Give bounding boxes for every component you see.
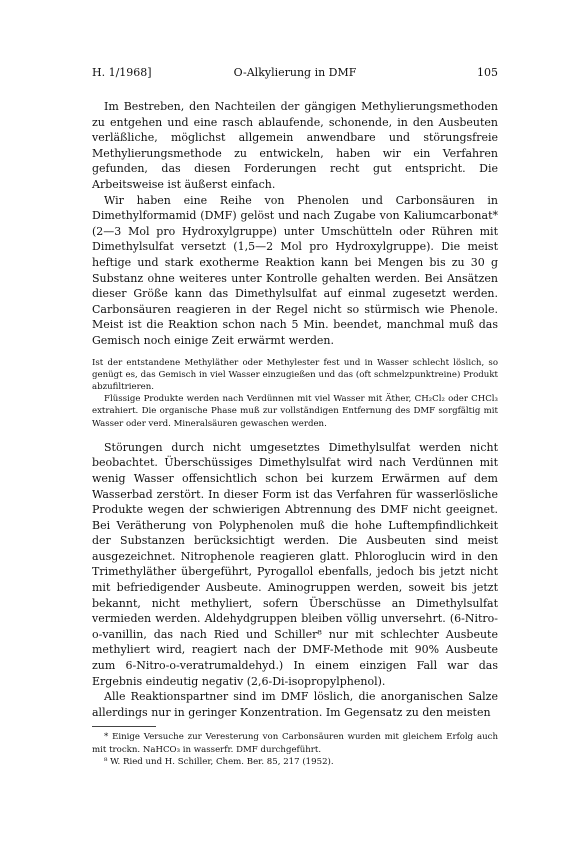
header-issue: H. 1/1968] (92, 66, 152, 79)
footnote-rule (92, 726, 156, 727)
running-header (92, 66, 498, 79)
paragraph-results: Störungen durch nicht umgesetztes Dimethylsulfat werden nicht beobachtet. Überschüssiges Dimethylsulfat wird nach Verdünnen mit wenig Wasser offensichtlich schon bei kurzem Erwärmen auf dem Wasserbad zerstört. In dieser Form ist das Verfahren für wasserlösliche Produkte wegen der schwierigen Abtrennung des DMF nicht geeignet. Bei Verätherung von Polyphenolen muß die hohe Luftempfindlichkeit der Substanzen berücksichtigt werden. Die Ausbeuten sind meist ausgezeichnet. Nitrophenole reagieren glatt. Phloroglucin wird in den Trimethyläther übergeführt, Pyrogallol ebenfalls, jedoch bis jetzt nicht mit befriedigender Ausbeute. Aminogruppen werden, soweit bis jetzt bekannt, nicht methyliert, sofern Überschüsse an Dimethylsulfat vermieden werden. Aldehydgruppen bleiben völlig unversehrt. (6-Nitro-o-vanillin, das nach Ried und Schiller⁸ nur mit schlechter Ausbeute methyliert wird, reagiert nach der DMF-Methode mit 90% Ausbeute zum 6-Nitro-o-veratrumaldehyd.) In einem einzigen Fall war das Ergebnis eindeutig negativ (2,6-Di-isopropylphenol). (92, 440, 498, 688)
page (92, 66, 498, 768)
page-number: 105 (477, 66, 498, 79)
header-title: O-Alkylierung in DMF (233, 66, 357, 79)
paragraph-method: Wir haben eine Reihe von Phenolen und Carbonsäuren in Dimethylformamid (DMF) gelöst und nach Zugabe von Kaliumcarbonat* (2—3 Mol pro Hydroxylgruppe) unter Umschütteln oder Rühren mit Dimethylsulfat versetzt (1,5—2 Mol pro Hydroxylgruppe). Die meist heftige und stark exotherme Reaktion kann bei Mengen bis zu 30 g Substanz ohne weiteres unter Kontrolle gehalten werden. Bei Ansätzen dieser Größe kann das Dimethylsulfat auf einmal zugesetzt werden. Carbonsäuren reagieren in der Regel nicht so stürmisch wie Phenole. Meist ist die Reaktion schon nach 5 Min. beendet, manchmal muß das Gemisch noch einige Zeit erwärmt werden. (92, 193, 498, 347)
note-liquid-products: Flüssige Produkte werden nach Verdünnen mit viel Wasser mit Äther, CH₂Cl₂ oder CHCl₃ extrahiert. Die organische Phase muß zur vollständigen Entfernung des DMF sorgfältig mit Wasser oder verd. Mineralsäuren gewaschen werden. (92, 394, 498, 429)
paragraph-solubility: Alle Reaktionspartner sind im DMF löslich, die anorganischen Salze allerdings nur in geringer Konzentration. Im Gegensatz zu den meisten (92, 690, 498, 719)
footnote-star: * Einige Versuche zur Veresterung von Carbonsäuren wurden mit gleichem Erfolg auch mit trockn. NaHCO₃ in wasserfr. DMF durchgeführt. (92, 732, 498, 755)
footnote-reference-8: ⁸ W. Ried und H. Schiller, Chem. Ber. 85, 217 (1952). (104, 756, 334, 767)
note-solid-products: Ist der entstandene Methyläther oder Methylester fest und in Wasser schlecht löslich, so genügt es, das Gemisch in viel Wasser einzugießen und das (oft schmelzpunktreine) Produkt abzufiltrieren. (92, 357, 498, 392)
paragraph-intro: Im Bestreben, den Nachteilen der gängigen Methylierungsmethoden zu entgehen und eine rasch ablaufende, schonende, in den Ausbeuten verläßliche, möglichst allgemein anwendbare und störungsfreie Methylierungsmethode zu entwickeln, haben wir ein Verfahren gefunden, das diesen Forderungen recht gut entspricht. Die Arbeitsweise ist äußerst einfach. (92, 100, 498, 191)
